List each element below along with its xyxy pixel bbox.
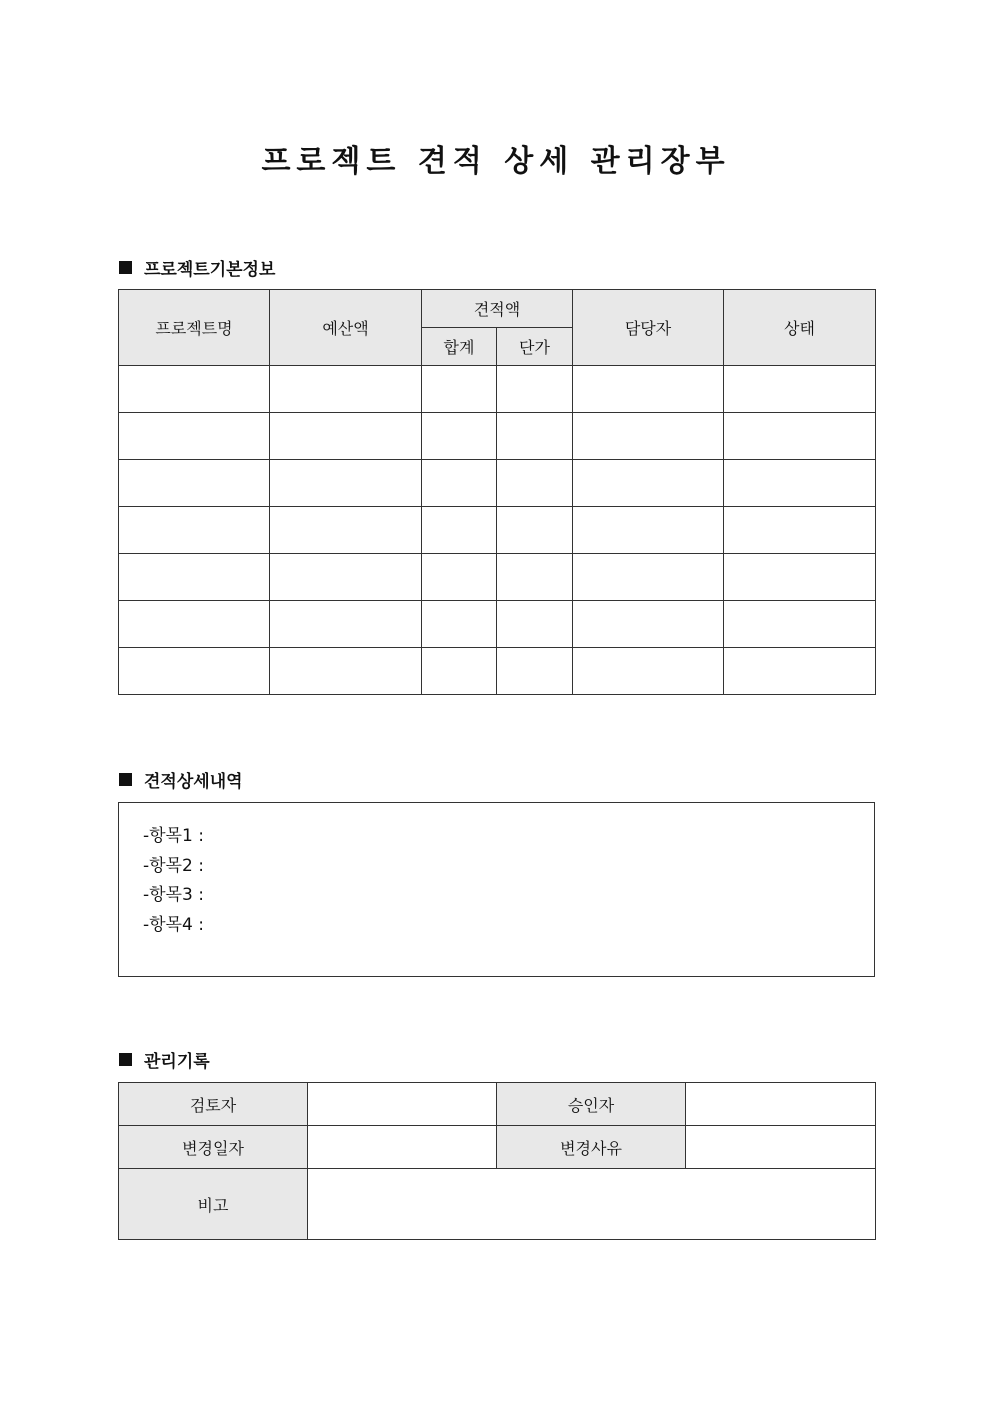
table-cell[interactable] [422,460,497,507]
table-cell[interactable] [497,507,573,554]
table-cell[interactable] [497,413,573,460]
table-cell[interactable] [573,507,724,554]
table-row [119,460,876,507]
section-label: 견적상세내역 [144,772,243,792]
section-label: 관리기록 [144,1052,210,1072]
detail-box [118,802,875,977]
table-cell[interactable] [270,460,422,507]
detail-item: -항목4 : [143,914,204,935]
table-row [119,554,876,601]
table-cell[interactable] [724,413,876,460]
table-cell[interactable] [573,366,724,413]
table-cell[interactable] [422,601,497,648]
header-estimate: 견적액 [422,290,573,328]
change-date-field[interactable] [308,1126,497,1169]
table-cell[interactable] [270,554,422,601]
table-cell[interactable] [724,366,876,413]
table-cell[interactable] [422,648,497,695]
page-title: 프로젝트 견적 상세 관리장부 [261,144,731,179]
table-cell[interactable] [422,413,497,460]
table-cell[interactable] [119,601,270,648]
table-cell[interactable] [497,366,573,413]
table-cell[interactable] [119,648,270,695]
table-row [119,601,876,648]
change-reason-label: 변경사유 [497,1126,686,1169]
table-cell[interactable] [573,648,724,695]
header-manager: 담당자 [573,290,724,366]
table-cell[interactable] [497,648,573,695]
table-cell[interactable] [422,507,497,554]
section-label: 프로젝트기본정보 [144,260,276,280]
table-cell[interactable] [497,554,573,601]
change-reason-field[interactable] [686,1126,876,1169]
table-cell[interactable] [270,601,422,648]
detail-item: -항목2 : [143,855,204,876]
table-cell[interactable] [497,601,573,648]
table-cell[interactable] [724,554,876,601]
header-total: 합계 [422,328,497,366]
square-bullet-icon [119,261,132,274]
header-budget: 예산액 [270,290,422,366]
header-unit-price: 단가 [497,328,573,366]
remarks-label: 비고 [119,1169,308,1240]
table-cell[interactable] [724,648,876,695]
square-bullet-icon [119,1053,132,1066]
detail-item: -항목3 : [143,885,204,905]
change-date-label: 변경일자 [119,1126,308,1169]
table-row [119,413,876,460]
table-row [119,648,876,695]
header-project-name: 프로젝트명 [119,290,270,366]
table-cell[interactable] [270,366,422,413]
section-heading-basic-info [119,255,275,280]
detail-list [119,803,874,940]
table-cell[interactable] [119,460,270,507]
table-row [119,366,876,413]
table-cell[interactable] [119,366,270,413]
table-cell[interactable] [119,507,270,554]
approver-field[interactable] [686,1083,876,1126]
table-cell[interactable] [573,601,724,648]
table-cell[interactable] [497,460,573,507]
table-cell[interactable] [270,507,422,554]
table-row [119,507,876,554]
table-cell[interactable] [724,507,876,554]
table-cell[interactable] [422,554,497,601]
reviewer-field[interactable] [308,1083,497,1126]
table-cell[interactable] [119,413,270,460]
section-heading-detail [119,767,243,792]
table-cell[interactable] [119,554,270,601]
table-cell[interactable] [724,601,876,648]
table-cell[interactable] [724,460,876,507]
table-cell[interactable] [573,413,724,460]
table-cell[interactable] [270,413,422,460]
reviewer-label: 검토자 [119,1083,308,1126]
remarks-field[interactable] [308,1169,876,1240]
project-info-table [118,289,876,695]
table-cell[interactable] [573,460,724,507]
record-table [118,1082,876,1240]
section-heading-record [119,1047,210,1072]
header-status: 상태 [724,290,876,366]
detail-item: -항목1 : [143,826,204,846]
approver-label: 승인자 [497,1083,686,1126]
table-cell[interactable] [573,554,724,601]
square-bullet-icon [119,773,132,786]
table-cell[interactable] [270,648,422,695]
table-cell[interactable] [422,366,497,413]
